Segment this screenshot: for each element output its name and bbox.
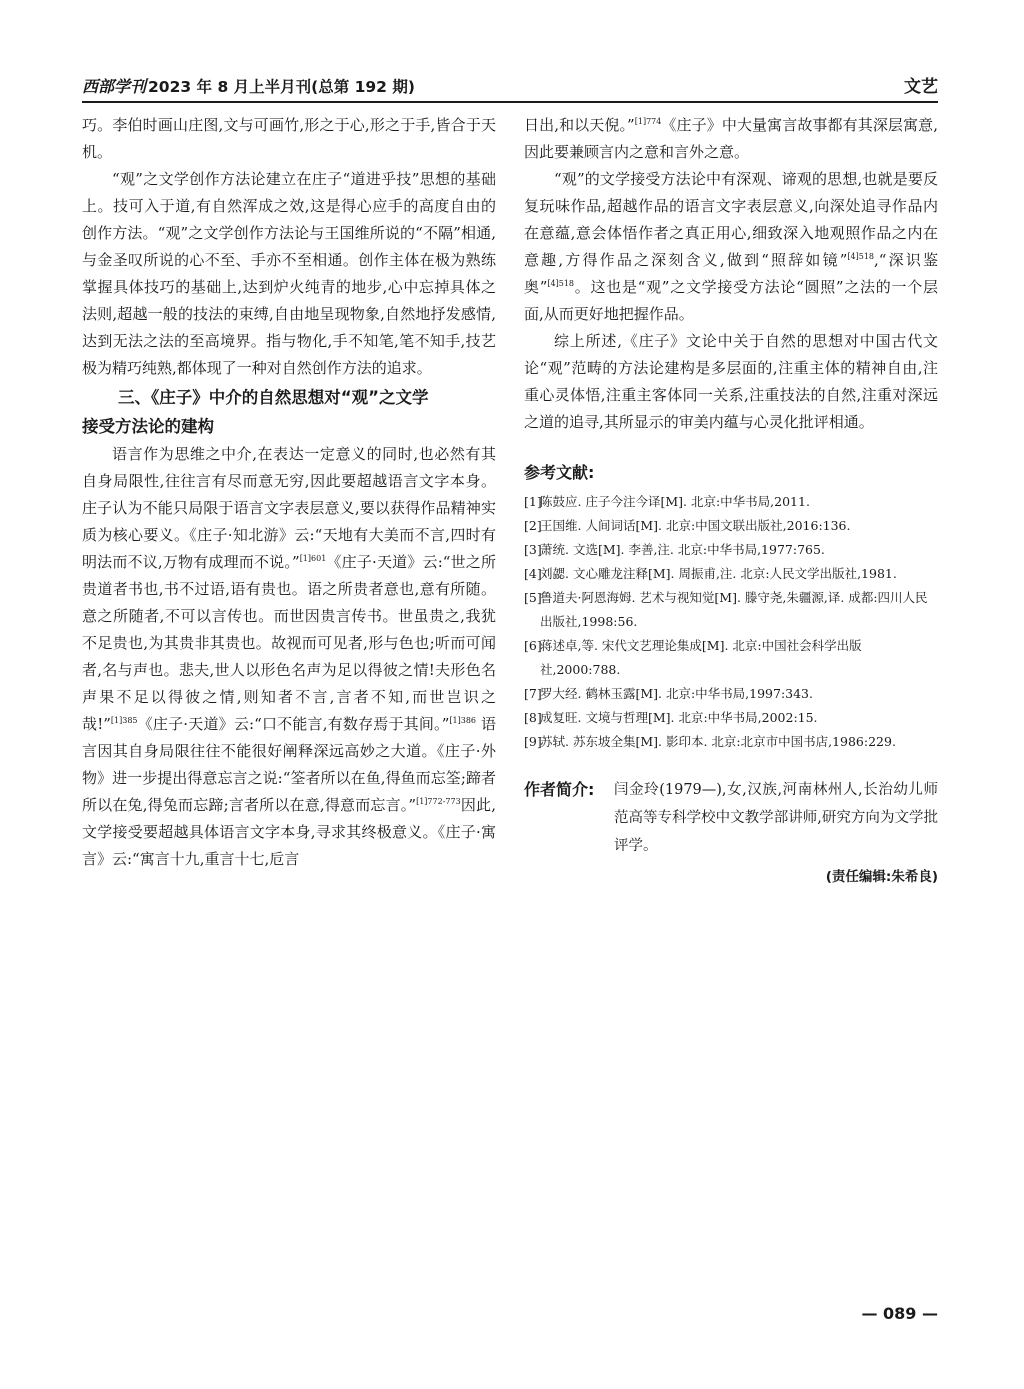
text-run: “观”的文学接受方法论中有深观、谛观的思想,也就是要反复玩味作品,超越作品的语言文字表层意义,向深处追寻作品内在意蕴,意会体悟作者之真正用心,细致深入地观照作品之内在意趣,方得作品之深刻含义,做到“照辞如镜” <box>524 170 938 269</box>
reference-item <box>524 682 938 706</box>
citation-marker: [1]385 <box>110 716 138 725</box>
reference-text: 陈鼓应. 庄子今注今译[M]. 北京:中华书局,2011. <box>540 494 810 509</box>
reference-item <box>524 730 938 754</box>
reference-number: [2] <box>524 518 542 533</box>
reference-item <box>524 562 938 586</box>
running-header <box>82 72 938 102</box>
reference-number: [9] <box>524 734 542 749</box>
text-run: 《庄子·天道》云:“口不能言,有数存焉于其间。” <box>137 715 450 733</box>
reference-item <box>524 514 938 538</box>
references-list <box>524 490 938 754</box>
reference-number: [3] <box>524 542 542 557</box>
reference-item <box>524 538 938 562</box>
citation-marker: [4]518 <box>847 252 875 261</box>
issue-info: 2023 年 8 月上半月刊(总第 192 期) <box>148 78 415 96</box>
right-column <box>524 112 938 891</box>
reference-number: [8] <box>524 710 542 725</box>
citation-marker: [1]774 <box>634 117 662 126</box>
text-run: ,“深识鉴奥” <box>524 251 939 296</box>
section-heading <box>82 383 496 441</box>
reference-text: 蒋述卓,等. 宋代文艺理论集成[M]. 北京:中国社会科学出版社,2000:788. <box>540 638 862 677</box>
citation-marker: [4]518 <box>547 279 575 288</box>
reference-text: 萧统. 文选[M]. 李善,注. 北京:中华书局,1977:765. <box>540 542 825 557</box>
section-heading-line: 接受方法论的建构 <box>82 417 214 436</box>
journal-logo: 西部学刊 <box>82 77 147 96</box>
reference-text: 刘勰. 文心雕龙注释[M]. 周振甫,注. 北京:人民文学出版社,1981. <box>540 566 897 581</box>
author-bio <box>524 776 938 860</box>
section-tag: 文艺 <box>904 77 938 97</box>
reference-text: 苏轼. 苏东坡全集[M]. 影印本. 北京:北京市中国书店,1986:229. <box>540 734 896 749</box>
paragraph <box>82 441 496 873</box>
section-heading-line: 三、《庄子》中介的自然思想对“观”之文学 <box>118 388 429 407</box>
reference-text: 鲁道夫·阿恩海姆. 艺术与视知觉[M]. 滕守尧,朱疆源,译. 成都:四川人民出版社,1998:56. <box>540 590 928 629</box>
reference-number: [4] <box>524 566 542 581</box>
reference-number: [7] <box>524 686 542 701</box>
author-bio-label: 作者简介: <box>524 780 595 799</box>
citation-marker: [1]386 <box>449 716 477 725</box>
paragraph: 巧。李伯时画山庄图,文与可画竹,形之于心,形之于手,皆合于天机。 <box>82 116 496 161</box>
responsible-editor: (责任编辑:朱希良) <box>825 869 938 885</box>
author-bio-text: 闫金玲(1979—),女,汉族,河南林州人,长治幼儿师范高等专科学校中文教学部讲师,研究方向为文学批评学。 <box>614 782 938 854</box>
left-column <box>82 112 496 873</box>
paragraph: “观”之文学创作方法论建立在庄子“道进乎技”思想的基础上。技可入于道,有自然浑成之效,这是得心应手的高度自由的创作方法。“观”之文学创作方法论与王国维所说的“不隔”相通,与金圣叹所说的心不至、手亦不至相通。创作主体在极为熟练掌握具体技巧的基础上,达到炉火纯青的地步,心中忘掉具体之法则,超越一般的技法的束缚,自由地呈现物象,自然地抒发感情,达到无法之法的至高境界。指与物化,手不知笔,笔不知手,技艺极为精巧纯熟,都体现了一种对自然创作方法的追求。 <box>82 170 496 377</box>
text-run: 因此,文学接受要超越具体语言文字本身,寻求其终极意义。《庄子·寓言》云:“寓言十九,重言十七,卮言 <box>82 796 496 868</box>
references-title: 参考文献: <box>524 463 595 482</box>
text-run: 《庄子》中大量寓言故事都有其深层寓意,因此要兼顾言内之意和言外之意。 <box>524 116 938 161</box>
text-run: 。这也是“观”之文学接受方法论“圆照”之法的一个层面,从而更好地把握作品。 <box>524 278 938 323</box>
paragraph <box>524 166 938 328</box>
reference-number: [1] <box>524 494 542 509</box>
text-run: 语言作为思维之中介,在表达一定意义的同时,也必然有其自身局限性,往往言有尽而意无穷,因此要超越语言文字本身。庄子认为不能只局限于语言文字表层意义,要以获得作品精神实质为核心要义。《庄子·知北游》云:“天地有大美而不言,四时有明法而不议,万物有成理而不说。” <box>82 445 496 571</box>
reference-item <box>524 706 938 730</box>
paragraph: 综上所述,《庄子》文论中关于自然的思想对中国古代文论“观”范畴的方法论建构是多层面的,注重主体的精神自由,注重心灵体悟,注重主客体同一关系,注重技法的自然,注重对深远之道的追寻,其所显示的审美内蕴与心灵化批评相通。 <box>524 332 938 431</box>
text-run: 日出,和以天倪。” <box>524 116 635 134</box>
reference-item <box>524 586 938 634</box>
reference-text: 王国维. 人间词话[M]. 北京:中国文联出版社,2016:136. <box>540 518 851 533</box>
reference-item <box>524 490 938 514</box>
text-run: 《庄子·天道》云:“世之所贵道者书也,书不过语,语有贵也。语之所贵者意也,意有所随。意之所随者,不可以言传也。而世因贵言传书。世虽贵之,我犹不足贵也,为其贵非其贵也。故视而可见者,形与色也;听而可闻者,名与声也。悲夫,世人以形色名声为足以得彼之情!夫形色名声果不足以得彼之情,则知者不言,言者不知,而世岂识之哉!” <box>82 553 496 733</box>
reference-item <box>524 634 938 682</box>
reference-number: [5] <box>524 590 542 605</box>
header-rule <box>82 101 938 103</box>
text-run: 语言因其自身局限往往不能很好阐释深远高妙之大道。《庄子·外物》进一步提出得意忘言之说:“筌者所以在鱼,得鱼而忘筌;蹄者所以在兔,得兔而忘蹄;言者所以在意,得意而忘言。” <box>82 715 496 814</box>
reference-number: [6] <box>524 638 542 653</box>
paragraph <box>524 112 938 166</box>
citation-marker: [1]601 <box>299 554 327 563</box>
page-number: — 089 — <box>861 1304 938 1323</box>
reference-text: 罗大经. 鹤林玉露[M]. 北京:中华书局,1997:343. <box>540 686 813 701</box>
reference-text: 成复旺. 文境与哲理[M]. 北京:中华书局,2002:15. <box>540 710 818 725</box>
citation-marker: [1]772-773 <box>416 797 461 806</box>
journal-masthead <box>82 74 415 97</box>
